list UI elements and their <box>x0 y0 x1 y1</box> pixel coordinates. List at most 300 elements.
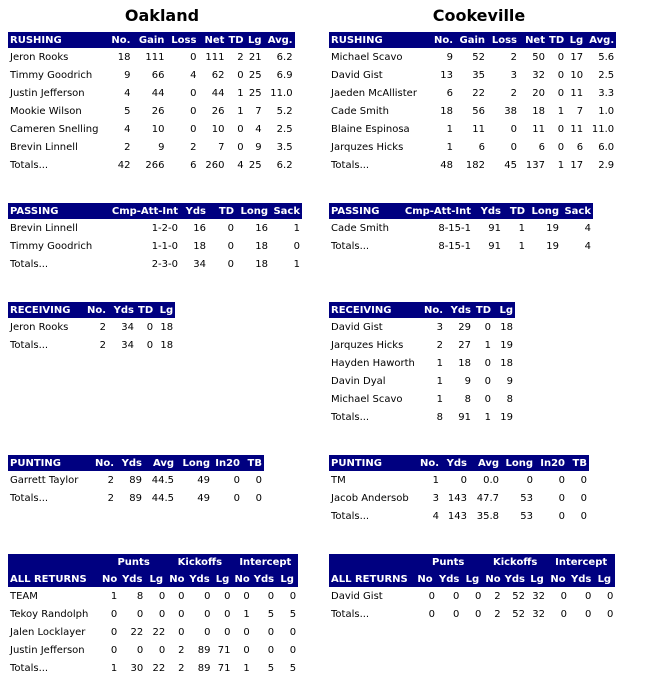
stat-value: 1-1-0 <box>151 240 178 252</box>
player-name: Totals... <box>10 159 49 171</box>
stat-value: 0 <box>224 590 231 602</box>
stat-value: 0 <box>452 608 460 620</box>
stat-value: 6 <box>538 141 545 153</box>
stat-value: 0 <box>136 608 144 620</box>
stat-value: 35.8 <box>476 510 499 522</box>
stat-value: 0 <box>510 123 517 135</box>
table-row <box>329 48 616 66</box>
stat-value: 53 <box>520 510 533 522</box>
player-name: Cameren Snelling <box>10 123 99 135</box>
stat-value: 143 <box>447 510 467 522</box>
column-header: Yds <box>119 571 145 587</box>
stat-value: 1 <box>436 375 443 387</box>
stat-value: 25 <box>248 87 262 99</box>
table-row <box>8 336 175 354</box>
stat-value: 2 <box>494 608 501 620</box>
stat-value: 2 <box>510 51 517 63</box>
column-header: Yds <box>503 571 527 587</box>
table-row <box>329 237 593 255</box>
punting-table-cookeville <box>329 455 589 525</box>
player-name: Garrett Taylor <box>10 474 79 486</box>
stat-value: 0 <box>606 590 614 602</box>
stat-value: 42 <box>117 159 131 171</box>
player-name: Cade Smith <box>331 222 389 234</box>
player-name: Jeron Rooks <box>10 321 69 333</box>
stat-value: 91 <box>488 222 501 234</box>
table-row <box>329 587 615 605</box>
player-name: Totals... <box>10 339 49 351</box>
stat-value: 44.5 <box>151 474 174 486</box>
stat-value: 6.2 <box>276 159 293 171</box>
stat-value: 52 <box>472 51 485 63</box>
section-title: PASSING <box>8 203 98 219</box>
stat-value: 25 <box>248 69 262 81</box>
stat-value: 5 <box>267 608 275 620</box>
stat-value: 11 <box>570 87 584 99</box>
stat-value: 0 <box>158 590 166 602</box>
column-header: Avg. <box>264 32 295 48</box>
column-header: Lg <box>246 32 264 48</box>
stat-value: 0 <box>237 141 244 153</box>
column-header: Yds <box>473 203 503 219</box>
table-row <box>8 489 264 507</box>
stat-value: 2 <box>107 492 114 504</box>
stat-value: 17 <box>570 51 584 63</box>
stat-value: 0 <box>146 321 154 333</box>
stat-value: 0 <box>484 375 491 387</box>
column-header: TD <box>226 32 245 48</box>
stat-value: 5 <box>267 662 275 674</box>
receiving-table-cookeville <box>329 302 515 426</box>
stat-value: 48 <box>440 159 453 171</box>
stat-value: 5 <box>289 608 297 620</box>
stat-value: 1 <box>436 357 443 369</box>
stat-value: 0 <box>526 474 533 486</box>
stat-value: 6 <box>576 141 584 153</box>
stat-value: 16 <box>255 222 268 234</box>
stat-value: 2.5 <box>598 69 615 81</box>
player-name: Totals... <box>331 510 370 522</box>
stat-value: 6.2 <box>276 51 293 63</box>
stat-value: 4 <box>432 510 439 522</box>
table-row <box>8 219 302 237</box>
stat-value: 44.5 <box>151 492 174 504</box>
stat-value: 18 <box>255 258 268 270</box>
stat-value: 2 <box>510 87 517 99</box>
stat-value: 5.2 <box>276 105 293 117</box>
team-title-cookeville: Cookeville <box>432 6 526 25</box>
stat-value: 3.3 <box>598 87 615 99</box>
stat-value: 44 <box>211 87 225 99</box>
group-header-intercept: Intercept <box>547 554 615 571</box>
stat-value: 32 <box>532 590 545 602</box>
stat-value: 9 <box>464 375 471 387</box>
stat-value: 10 <box>211 123 225 135</box>
stat-value: 1 <box>518 240 525 252</box>
stat-value: 6.9 <box>276 69 293 81</box>
table-row <box>329 354 515 372</box>
stat-value: 4 <box>255 123 262 135</box>
column-header: No. <box>417 302 445 318</box>
player-name: Hayden Haworth <box>331 357 415 369</box>
stat-value: 71 <box>217 662 231 674</box>
stat-value: 1 <box>243 608 250 620</box>
stat-value: 0 <box>227 222 234 234</box>
stat-value: 18 <box>532 105 545 117</box>
table-row <box>329 156 616 174</box>
column-header: No <box>233 571 252 587</box>
player-name: TM <box>331 474 346 486</box>
column-header: TD <box>473 302 493 318</box>
header-cell-empty <box>329 554 413 571</box>
stat-value: 0 <box>428 590 435 602</box>
stat-value: 32 <box>532 69 545 81</box>
column-header: No <box>547 571 569 587</box>
returns-table-oakland <box>8 554 298 677</box>
stat-value: 4 <box>124 87 131 99</box>
stat-value: 16 <box>193 222 206 234</box>
column-header: Long <box>236 203 270 219</box>
stat-value: 0 <box>474 608 482 620</box>
stat-value: 0 <box>110 626 118 638</box>
stat-value: 0 <box>190 51 197 63</box>
stat-value: 260 <box>205 159 225 171</box>
column-header: TD <box>208 203 236 219</box>
player-name: Cade Smith <box>331 105 389 117</box>
punting-table-oakland <box>8 455 264 507</box>
column-header: Yds <box>116 455 144 471</box>
player-name: Timmy Goodrich <box>10 240 93 252</box>
passing-table-cookeville <box>329 203 593 255</box>
stat-value: 1 <box>446 141 453 153</box>
stat-value: 0 <box>289 644 297 656</box>
table-row <box>329 84 616 102</box>
stat-value: 1-2-0 <box>151 222 178 234</box>
player-name: Justin Jefferson <box>10 87 85 99</box>
column-header: In20 <box>212 455 242 471</box>
stat-value: 0 <box>237 123 244 135</box>
stat-value: 0 <box>224 608 231 620</box>
stat-value: 62 <box>211 69 225 81</box>
table-row <box>8 659 298 677</box>
player-name: Totals... <box>10 492 49 504</box>
table-row <box>8 605 298 623</box>
stat-value: 0 <box>146 339 154 351</box>
player-name: Brevin Linnell <box>10 141 78 153</box>
stat-value: 34 <box>121 321 134 333</box>
stat-value: 3 <box>510 69 517 81</box>
team-title-oakland: Oakland <box>124 6 200 25</box>
table-row <box>8 102 295 120</box>
stat-value: 20 <box>532 87 545 99</box>
stat-value: 71 <box>217 644 231 656</box>
stat-value: 2 <box>436 339 443 351</box>
group-header-kickoffs: Kickoffs <box>483 554 547 571</box>
stat-value: 8-15-1 <box>438 222 471 234</box>
column-header: No <box>100 571 119 587</box>
group-header-punts: Punts <box>413 554 483 571</box>
stat-value: 266 <box>145 159 165 171</box>
player-name: Davin Dyal <box>331 375 386 387</box>
section-title: RECEIVING <box>8 302 80 318</box>
stat-value: 44 <box>151 87 165 99</box>
stat-value: 0 <box>289 590 297 602</box>
table-row <box>329 66 616 84</box>
stat-value: 0 <box>158 644 166 656</box>
column-header: Lg <box>566 32 585 48</box>
stat-value: 0 <box>267 590 275 602</box>
player-name: Jarquzes Hicks <box>331 141 404 153</box>
column-header: Gain <box>132 32 166 48</box>
stat-value: 7 <box>576 105 584 117</box>
table-row <box>8 120 295 138</box>
player-name: David Gist <box>331 321 383 333</box>
table-row <box>8 84 295 102</box>
stat-value: 1 <box>436 393 443 405</box>
stat-value: 1 <box>237 105 244 117</box>
stat-value: 22 <box>130 626 144 638</box>
group-header-kickoffs: Kickoffs <box>167 554 232 571</box>
stat-value: 2 <box>124 141 131 153</box>
stat-value: 32 <box>532 608 545 620</box>
stat-value: 1 <box>557 159 565 171</box>
column-header: No. <box>100 32 132 48</box>
column-header: No <box>483 571 502 587</box>
stat-value: 2.9 <box>598 159 615 171</box>
column-header: TD <box>136 302 155 318</box>
stat-value: 35 <box>472 69 485 81</box>
stat-value: 1 <box>446 123 453 135</box>
table-row <box>329 372 515 390</box>
stat-value: 11 <box>472 123 485 135</box>
column-header: Yds <box>437 571 461 587</box>
stat-value: 91 <box>488 240 501 252</box>
table-row <box>329 219 593 237</box>
stat-value: 18 <box>458 357 471 369</box>
stat-value: 1 <box>243 662 250 674</box>
section-title: ALL RETURNS <box>8 571 100 587</box>
column-header: Lg <box>493 302 515 318</box>
section-title: RECEIVING <box>329 302 417 318</box>
stat-value: 0 <box>557 51 565 63</box>
receiving-table-oakland <box>8 302 175 354</box>
stat-value: 2 <box>99 321 106 333</box>
stat-value: 7 <box>255 105 262 117</box>
stat-value: 2-3-0 <box>151 258 178 270</box>
stat-value: 2 <box>237 51 244 63</box>
player-name: Blaine Espinosa <box>331 123 410 135</box>
stat-value: 4 <box>190 69 197 81</box>
stat-value: 4 <box>584 222 591 234</box>
column-header: Yds <box>252 571 276 587</box>
stat-value: 27 <box>458 339 471 351</box>
stat-value: 38 <box>504 105 517 117</box>
table-row <box>329 408 515 426</box>
stat-value: 8 <box>506 393 513 405</box>
stat-value: 0.0 <box>483 474 499 486</box>
section-title: RUSHING <box>329 32 423 48</box>
column-header: Lg <box>155 302 175 318</box>
stat-value: 34 <box>121 339 134 351</box>
stat-value: 0 <box>227 258 234 270</box>
stat-value: 91 <box>458 411 471 423</box>
stat-value: 0 <box>580 492 587 504</box>
column-header: Long <box>501 455 535 471</box>
column-header: In20 <box>535 455 567 471</box>
stat-value: 0 <box>484 321 491 333</box>
player-name: Mookie Wilson <box>10 105 82 117</box>
stat-value: 11.0 <box>591 123 615 135</box>
column-header: TD <box>547 32 566 48</box>
stat-value: 89 <box>197 662 211 674</box>
stat-value: 0 <box>158 608 166 620</box>
rushing-table-cookeville <box>329 32 616 174</box>
stat-value: 0 <box>224 626 231 638</box>
stat-value: 0 <box>204 590 211 602</box>
player-name: Totals... <box>331 240 370 252</box>
stat-value: 11 <box>570 123 584 135</box>
stat-value: 0 <box>178 590 185 602</box>
stat-value: 0 <box>558 492 565 504</box>
table-row <box>8 255 302 273</box>
stat-value: 0 <box>243 590 250 602</box>
stat-value: 0 <box>190 87 197 99</box>
stat-value: 0 <box>243 644 250 656</box>
table-row <box>329 336 515 354</box>
stat-value: 49 <box>197 492 210 504</box>
column-header: Avg <box>469 455 501 471</box>
column-header: TB <box>242 455 264 471</box>
group-header-punts: Punts <box>100 554 167 571</box>
stat-value: 2 <box>494 590 501 602</box>
stat-value: 1 <box>484 411 491 423</box>
table-row <box>329 138 616 156</box>
player-name: Michael Scavo <box>331 393 403 405</box>
stat-value: 53 <box>520 492 533 504</box>
passing-table-oakland <box>8 203 302 273</box>
section-title: PUNTING <box>329 455 417 471</box>
stat-value: 1.0 <box>598 105 615 117</box>
stat-value: 6.0 <box>598 141 615 153</box>
stat-value: 0 <box>110 644 118 656</box>
stat-value: 5 <box>289 662 297 674</box>
table-row <box>8 156 295 174</box>
column-header: Net <box>519 32 547 48</box>
stat-value: 137 <box>525 159 545 171</box>
stat-value: 8 <box>436 411 443 423</box>
stat-value: 0 <box>243 626 250 638</box>
stat-value: 0 <box>233 492 240 504</box>
stat-value: 3.5 <box>276 141 293 153</box>
table-row <box>329 120 616 138</box>
stat-value: 0 <box>178 608 185 620</box>
player-name: Totals... <box>331 411 370 423</box>
stat-value: 0 <box>557 87 565 99</box>
column-header: TD <box>503 203 527 219</box>
player-name: Totals... <box>331 159 370 171</box>
stat-value: 19 <box>500 411 513 423</box>
stat-value: 10 <box>151 123 165 135</box>
stat-value: 89 <box>197 644 211 656</box>
stat-value: 0 <box>452 590 460 602</box>
stat-value: 29 <box>458 321 471 333</box>
table-row <box>8 587 298 605</box>
table-row <box>8 641 298 659</box>
column-header: Lg <box>593 571 615 587</box>
stat-value: 111 <box>205 51 225 63</box>
stat-value: 66 <box>151 69 165 81</box>
stat-value: 17 <box>570 159 584 171</box>
stat-value: 18 <box>255 240 268 252</box>
stat-value: 1 <box>110 662 118 674</box>
stat-value: 9 <box>446 51 453 63</box>
stat-value: 0 <box>484 393 491 405</box>
stat-value: 22 <box>472 87 485 99</box>
stat-value: 2 <box>107 474 114 486</box>
table-row <box>329 390 515 408</box>
stat-value: 26 <box>151 105 165 117</box>
stat-value: 30 <box>130 662 144 674</box>
stat-value: 6 <box>478 141 485 153</box>
stat-value: 1 <box>293 258 300 270</box>
section-title: PUNTING <box>8 455 92 471</box>
stat-value: 0 <box>178 626 185 638</box>
stat-value: 0 <box>460 474 467 486</box>
stat-value: 2 <box>178 644 185 656</box>
column-header: Lg <box>461 571 483 587</box>
stat-value: 9 <box>158 141 165 153</box>
section-title: PASSING <box>329 203 395 219</box>
stat-value: 19 <box>546 222 559 234</box>
player-name: Jacob Andersob <box>331 492 409 504</box>
stat-value: 0 <box>190 105 197 117</box>
stat-value: 0 <box>557 69 565 81</box>
stat-value: 22 <box>152 662 166 674</box>
stat-value: 11 <box>532 123 545 135</box>
rushing-table-oakland <box>8 32 295 174</box>
stat-value: 8 <box>136 590 144 602</box>
stat-value: 6 <box>446 87 453 99</box>
stat-value: 0 <box>558 510 565 522</box>
stat-value: 1 <box>432 474 439 486</box>
stat-value: 18 <box>193 240 206 252</box>
stat-value: 9 <box>255 141 262 153</box>
stat-value: 45 <box>504 159 517 171</box>
column-header: Sack <box>270 203 302 219</box>
stat-value: 1 <box>293 222 300 234</box>
group-header-intercept: Intercept <box>233 554 299 571</box>
stat-value: 1 <box>110 590 118 602</box>
column-header: Long <box>527 203 561 219</box>
player-name: Timmy Goodrich <box>10 69 93 81</box>
stat-value: 0 <box>233 474 240 486</box>
stat-value: 0 <box>474 590 482 602</box>
returns-table-cookeville <box>329 554 615 623</box>
table-row <box>8 66 295 84</box>
stat-value: 0 <box>580 474 587 486</box>
stat-value: 0 <box>484 357 491 369</box>
column-header: Yds <box>108 302 136 318</box>
column-header: No <box>167 571 186 587</box>
stat-value: 0 <box>293 240 300 252</box>
stat-value: 89 <box>129 492 142 504</box>
stat-value: 0 <box>560 608 567 620</box>
stat-value: 8 <box>464 393 471 405</box>
stat-value: 111 <box>145 51 165 63</box>
stat-value: 0 <box>136 644 144 656</box>
stat-value: 2.5 <box>276 123 293 135</box>
stat-value: 0 <box>255 474 262 486</box>
